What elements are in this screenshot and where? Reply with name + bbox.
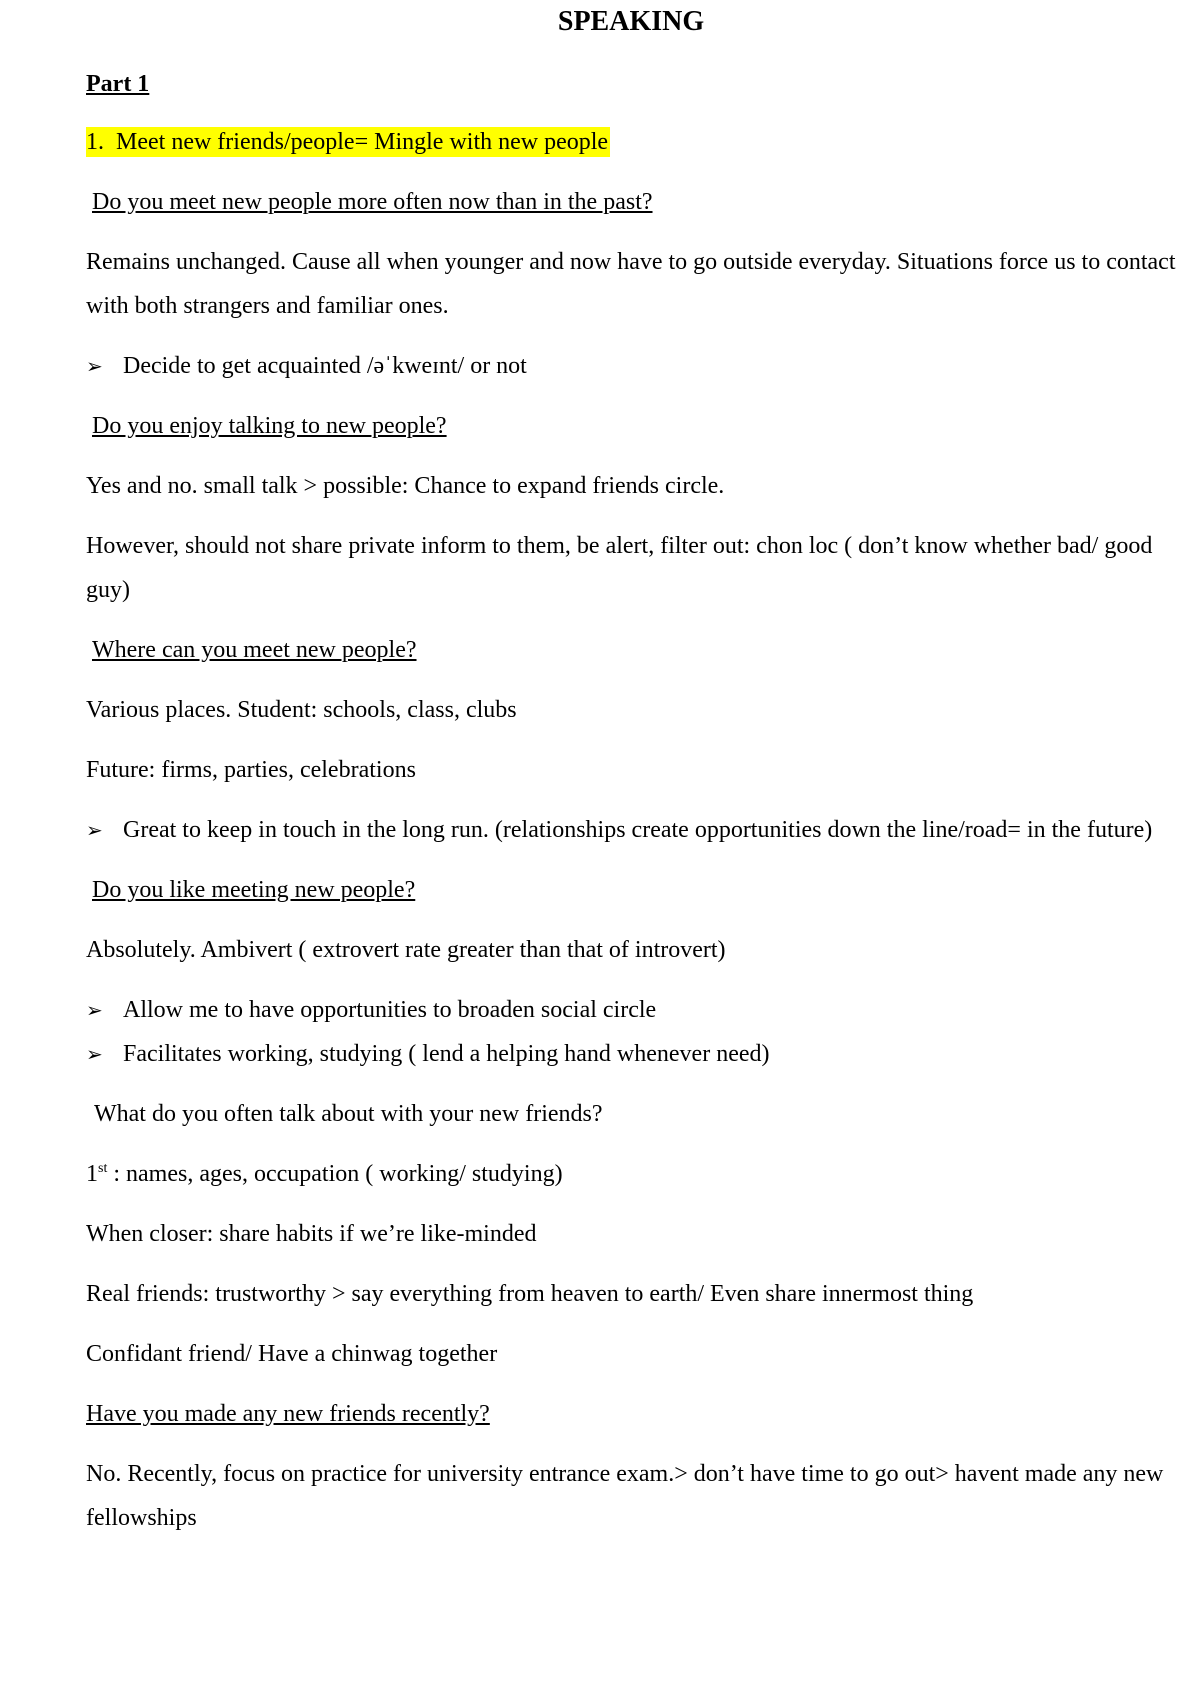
question-1-text: Do you meet new people more often now than in the past? — [92, 189, 653, 215]
arrowhead-bullet-icon: ➢ — [86, 1042, 103, 1066]
question-3-text: Where can you meet new people? — [92, 637, 417, 663]
question-2-text: Do you enjoy talking to new people? — [92, 413, 447, 439]
answer-1: Remains unchanged. Cause all when younger and now have to go outside everyday. Situations force us to contact with both strangers and familiar ones. — [86, 249, 1176, 319]
answer-6: No. Recently, focus on practice for university entrance exam.> don’t have time to go out> havent made any new fellowships — [86, 1461, 1164, 1531]
answer-5a — [86, 1152, 1176, 1196]
part-heading: Part 1 — [86, 71, 150, 97]
question-2 — [86, 404, 1176, 448]
question-3 — [86, 628, 1176, 672]
question-4 — [86, 868, 1176, 912]
answer-2a: Yes and no. small talk > possible: Chance to expand friends circle. — [86, 473, 725, 499]
topic-heading — [86, 120, 1176, 164]
answer-2b: However, should not share private inform to them, be alert, filter out: chon loc ( don’t know whether bad/ good guy) — [86, 533, 1153, 603]
answer-4: Absolutely. Ambivert ( extrovert rate greater than that of introvert) — [86, 937, 726, 963]
bullet-4a-text: Allow me to have opportunities to broaden social circle — [123, 997, 657, 1023]
bullet-4a — [86, 988, 1176, 1032]
bullet-3 — [86, 808, 1176, 852]
topic-text: Meet new friends/people= Mingle with new people — [116, 129, 609, 155]
answer-3a: Various places. Student: schools, class, clubs — [86, 697, 517, 723]
arrowhead-bullet-icon: ➢ — [86, 998, 103, 1022]
question-6 — [86, 1392, 1176, 1436]
answer-5b: When closer: share habits if we’re like-minded — [86, 1221, 537, 1247]
answer-5a-rest: : names, ages, occupation ( working/ studying) — [107, 1161, 563, 1187]
arrowhead-bullet-icon: ➢ — [86, 354, 103, 378]
bullet-1-text: Decide to get acquainted /əˈkweɪnt/ or not — [123, 353, 527, 379]
question-4-text: Do you like meeting new people? — [92, 877, 416, 903]
arrowhead-bullet-icon: ➢ — [86, 818, 103, 842]
answer-5a-prefix: 1 — [86, 1161, 98, 1187]
bullet-1 — [86, 344, 1176, 388]
question-6-text: Have you made any new friends recently? — [86, 1401, 490, 1427]
question-5: What do you often talk about with your new friends? — [94, 1101, 603, 1127]
answer-5a-superscript: st — [98, 1161, 108, 1176]
bullet-4b — [86, 1032, 1176, 1076]
bullet-4b-text: Facilitates working, studying ( lend a helping hand whenever need) — [123, 1041, 770, 1067]
bullet-3-text: Great to keep in touch in the long run. (relationships create opportunities down the line/road= in the future) — [123, 817, 1153, 843]
answer-5d: Confidant friend/ Have a chinwag together — [86, 1341, 498, 1367]
topic-number: 1. — [86, 129, 104, 155]
answer-5c: Real friends: trustworthy > say everything from heaven to earth/ Even share innermost thing — [86, 1281, 974, 1307]
question-1 — [86, 180, 1176, 224]
topic-highlight — [86, 127, 610, 157]
document-content — [86, 0, 1176, 1540]
page-title: SPEAKING — [557, 6, 705, 37]
answer-3b: Future: firms, parties, celebrations — [86, 757, 416, 783]
